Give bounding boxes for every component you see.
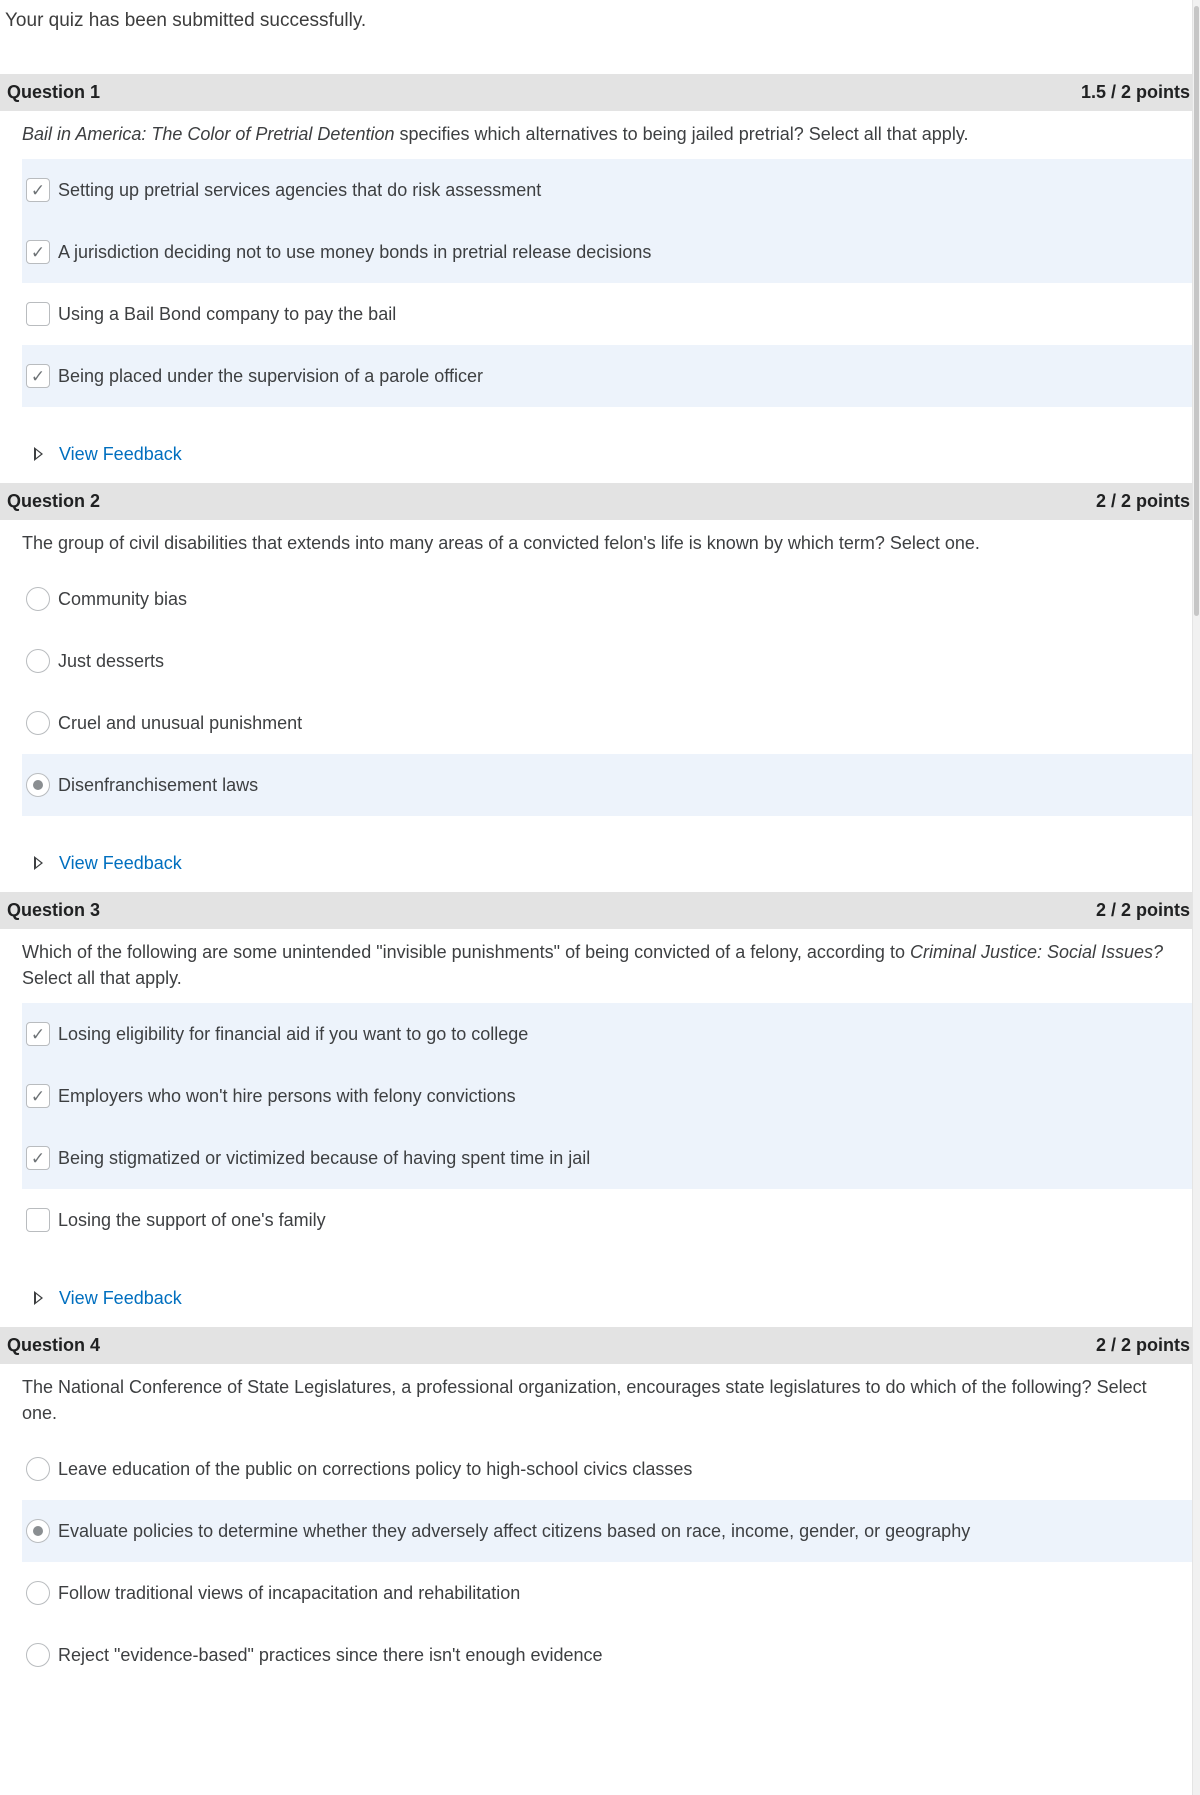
answer-choice[interactable]: [22, 692, 1193, 754]
question-title: Question 4: [7, 1335, 101, 1355]
checkbox[interactable]: [26, 1208, 50, 1232]
answer-choice[interactable]: [22, 754, 1193, 816]
question-text: [0, 111, 1193, 159]
answer-choice[interactable]: [22, 283, 1193, 345]
question-text-rest: Select all that apply.: [22, 968, 182, 988]
question-block-1: [0, 74, 1193, 477]
answer-choices: [22, 568, 1193, 816]
question-header: [0, 1327, 1193, 1364]
answer-choice[interactable]: [22, 1065, 1193, 1127]
radio-button[interactable]: [26, 1519, 50, 1543]
answer-choice[interactable]: [22, 1003, 1193, 1065]
answer-choice[interactable]: [22, 345, 1193, 407]
answer-choice[interactable]: [22, 630, 1193, 692]
answer-choices: [22, 1003, 1193, 1251]
question-text-rest: specifies which alternatives to being jailed pretrial? Select all that apply.: [394, 124, 969, 144]
answer-label: Follow traditional views of incapacitation and rehabilitation: [58, 1582, 521, 1603]
submission-banner: Your quiz has been submitted successfully.: [5, 10, 367, 31]
checkbox[interactable]: [26, 302, 50, 326]
answer-label: Being placed under the supervision of a parole officer: [58, 365, 483, 386]
page-scrollbar[interactable]: [1192, 0, 1200, 1795]
question-points: 2 / 2 points: [1095, 900, 1190, 920]
expand-triangle-icon: [34, 447, 43, 461]
answer-label: Community bias: [58, 588, 188, 609]
answer-choice[interactable]: [22, 568, 1193, 630]
question-points: 1.5 / 2 points: [1080, 82, 1190, 102]
answer-label: Setting up pretrial services agencies that do risk assessment: [58, 179, 542, 200]
checkbox-checked-icon[interactable]: ✓: [26, 364, 50, 388]
checkbox-checked-icon[interactable]: ✓: [26, 240, 50, 264]
question-header: [0, 483, 1193, 520]
answer-choice[interactable]: [22, 1562, 1193, 1624]
answer-label: Just desserts: [58, 650, 165, 671]
expand-triangle-icon: [34, 1291, 43, 1305]
expand-triangle-icon: [34, 856, 43, 870]
radio-button[interactable]: [26, 773, 50, 797]
answer-choice[interactable]: [22, 1624, 1193, 1686]
radio-button[interactable]: [26, 711, 50, 735]
answer-choice[interactable]: [22, 1189, 1193, 1251]
checkbox-checked-icon[interactable]: ✓: [26, 1022, 50, 1046]
answer-choice[interactable]: [22, 159, 1193, 221]
question-points: 2 / 2 points: [1095, 491, 1190, 511]
question-text-plain: Which of the following are some unintended "invisible punishments" of being convicted of a felony, according to: [22, 942, 910, 962]
question-header: [0, 74, 1193, 111]
question-title: Question 2: [7, 491, 101, 511]
radio-button[interactable]: [26, 1581, 50, 1605]
view-feedback-toggle[interactable]: [0, 431, 1193, 477]
answer-choice[interactable]: [22, 1438, 1193, 1500]
answer-label: Being stigmatized or victimized because of having spent time in jail: [58, 1147, 591, 1168]
answer-label: Using a Bail Bond company to pay the bail: [58, 303, 397, 324]
answer-choice[interactable]: [22, 1127, 1193, 1189]
view-feedback-toggle[interactable]: [0, 1275, 1193, 1321]
question-block-2: [0, 483, 1193, 886]
question-block-3: [0, 892, 1193, 1321]
view-feedback-link[interactable]: View Feedback: [59, 1287, 182, 1308]
question-header: [0, 892, 1193, 929]
question-block-4: [0, 1327, 1193, 1686]
view-feedback-link[interactable]: View Feedback: [59, 852, 182, 873]
answer-label: Losing the support of one's family: [58, 1209, 326, 1230]
answer-choice[interactable]: [22, 1500, 1193, 1562]
question-text: [0, 929, 1193, 1003]
question-text-italic: Criminal Justice: Social Issues?: [909, 942, 1164, 962]
answer-label: Evaluate policies to determine whether they adversely affect citizens based on race, income, gender, or geography: [58, 1520, 971, 1541]
answer-choices: [22, 1438, 1193, 1686]
question-points: 2 / 2 points: [1095, 1335, 1190, 1355]
question-text: The group of civil disabilities that extends into many areas of a convicted felon's life is known by which term? Select one.: [22, 533, 980, 553]
answer-label: Disenfranchisement laws: [58, 774, 259, 795]
answer-choice[interactable]: [22, 221, 1193, 283]
view-feedback-link[interactable]: View Feedback: [59, 443, 182, 464]
radio-button[interactable]: [26, 1457, 50, 1481]
answer-choices: [22, 159, 1193, 407]
checkbox-checked-icon[interactable]: ✓: [26, 178, 50, 202]
view-feedback-toggle[interactable]: [0, 840, 1193, 886]
question-text: The National Conference of State Legislatures, a professional organization, encourages state legislatures to do which of the following? Select one.: [22, 1377, 1147, 1423]
question-text-italic: Bail in America: The Color of Pretrial Detention: [22, 124, 395, 144]
radio-button[interactable]: [26, 587, 50, 611]
radio-button[interactable]: [26, 649, 50, 673]
radio-selected-dot-icon: [33, 1526, 43, 1536]
radio-selected-dot-icon: [33, 780, 43, 790]
checkbox-checked-icon[interactable]: ✓: [26, 1084, 50, 1108]
question-title: Question 1: [7, 82, 101, 102]
answer-label: Reject "evidence-based" practices since there isn't enough evidence: [58, 1644, 603, 1665]
answer-label: A jurisdiction deciding not to use money bonds in pretrial release decisions: [58, 241, 652, 262]
question-title: Question 3: [7, 900, 101, 920]
scrollbar-thumb[interactable]: [1194, 6, 1199, 616]
answer-label: Employers who won't hire persons with felony convictions: [58, 1085, 516, 1106]
radio-button[interactable]: [26, 1643, 50, 1667]
answer-label: Cruel and unusual punishment: [58, 712, 303, 733]
answer-label: Losing eligibility for financial aid if you want to go to college: [58, 1023, 529, 1044]
checkbox-checked-icon[interactable]: ✓: [26, 1146, 50, 1170]
answer-label: Leave education of the public on corrections policy to high-school civics classes: [58, 1458, 693, 1479]
